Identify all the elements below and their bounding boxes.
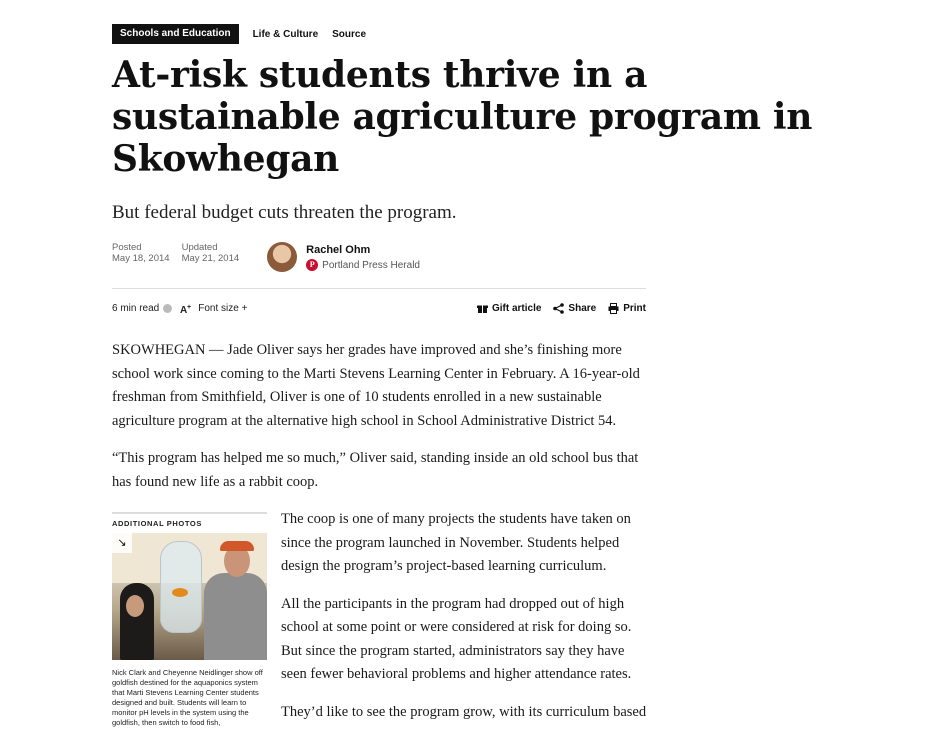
print-icon	[608, 303, 619, 314]
article-paragraph: “This program has helped me so much,” Oliver said, standing inside an old school bus that has found new life as a rabbit coop.	[112, 450, 639, 490]
article-paragraph: All the participants in the program had dropped out of high school at some point or were considered at risk for doing so. But since the program started, administrators say they have seen fewer behavioral problems and higher attendance rates.	[281, 595, 632, 682]
author[interactable]	[267, 242, 420, 272]
print-button[interactable]	[608, 303, 646, 314]
byline-meta	[112, 242, 652, 278]
clock-icon	[163, 304, 172, 313]
updated-label: Updated	[181, 242, 218, 253]
gift-article-button[interactable]	[477, 303, 541, 314]
subheadline: But federal budget cuts threaten the program.	[112, 202, 457, 223]
photo-students-goldfish[interactable]	[112, 533, 267, 660]
share-icon	[553, 303, 564, 314]
tag-life-culture[interactable]: Life & Culture	[252, 28, 319, 40]
article-lower	[112, 512, 652, 738]
read-time	[112, 303, 172, 314]
article-tags	[112, 24, 652, 44]
updated-date: May 21, 2014	[181, 253, 240, 264]
gift-article-label: Gift article	[491, 302, 542, 314]
publication	[306, 259, 420, 271]
posted-label: Posted	[112, 242, 142, 253]
headline: At-risk students thrive in a sustainable agriculture program in Skowhegan	[112, 54, 813, 180]
expand-icon[interactable]: ↘	[112, 533, 132, 553]
share-button[interactable]	[553, 303, 596, 314]
publication-logo-icon: P	[306, 259, 318, 271]
tag-source[interactable]: Source	[332, 28, 367, 40]
article	[112, 24, 813, 738]
updated-date-block	[182, 242, 240, 264]
additional-photos	[112, 512, 267, 738]
svg-text:+: +	[187, 303, 192, 311]
photo-caption: Nick Clark and Cheyenne Neidlinger show off goldfish destined for the aquaponics system that Marti Stevens Learning Center students designed and built. Students will learn to monitor pH levels in the system using the goldfish, then switch to food fish,	[112, 668, 263, 727]
article-paragraph: They’d like to see the program grow, with its curriculum based	[281, 703, 647, 720]
gift-icon	[477, 303, 488, 314]
tag-schools-and-education[interactable]: Schools and Education	[112, 24, 239, 44]
print-label: Print	[623, 302, 646, 314]
article-paragraph: The coop is one of many projects the students have taken on since the program launched in November. Students helped design the program’s project-based learning curriculum.	[281, 511, 631, 574]
svg-text:A: A	[180, 304, 188, 314]
posted-date: May 18, 2014	[112, 253, 170, 264]
font-size-button[interactable]	[180, 303, 247, 314]
article-paragraph: SKOWHEGAN — Jade Oliver says her grades have improved and she’s finishing more school work since coming to the Marti Stevens Learning Center in February. A 16-year-old freshman from Smithfield, Oliver is one of 10 students enrolled in a new sustainable agriculture program at the alternative high school in School Administrative District 54.	[112, 342, 640, 429]
font-size-label: Font size +	[198, 302, 248, 314]
posted-date-block	[112, 242, 170, 264]
additional-photos-heading: ADDITIONAL PHOTOS	[112, 512, 267, 528]
font-size-icon	[180, 303, 194, 314]
share-label: Share	[568, 302, 597, 314]
publication-name: Portland Press Herald	[322, 259, 420, 271]
article-main-column	[281, 512, 651, 738]
author-avatar[interactable]	[267, 242, 297, 272]
divider	[112, 288, 646, 289]
article-toolbar	[112, 299, 646, 317]
author-name[interactable]: Rachel Ohm	[306, 244, 371, 256]
read-time-label: 6 min read	[112, 302, 160, 314]
